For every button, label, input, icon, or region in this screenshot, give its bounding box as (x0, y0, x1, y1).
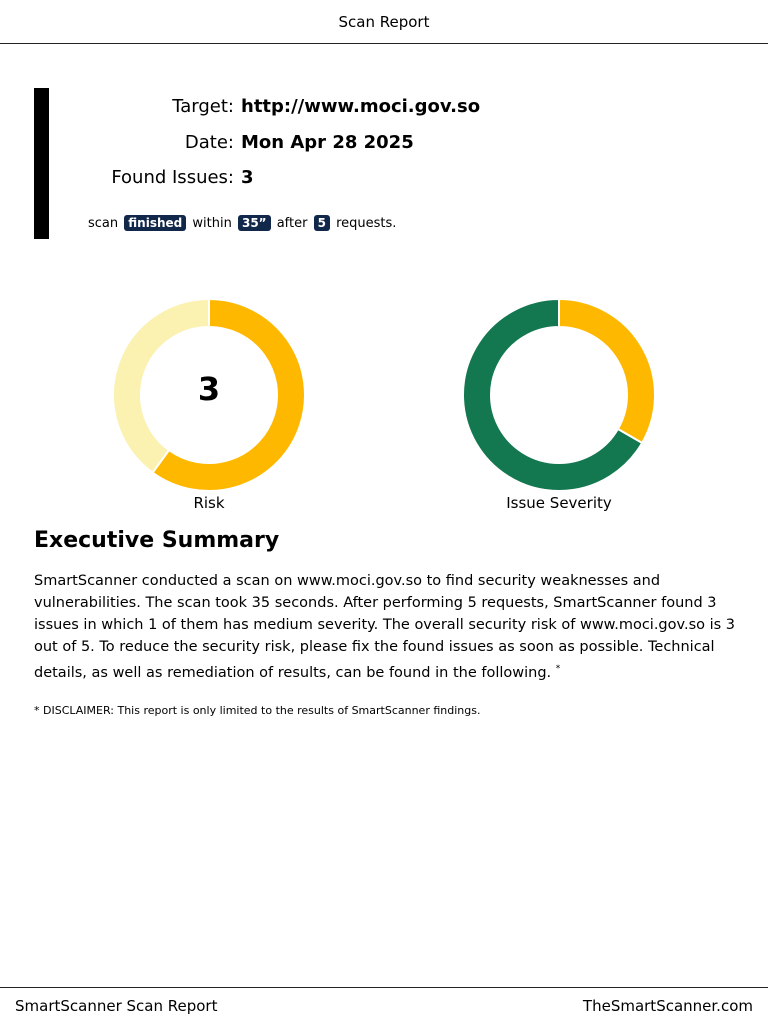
header-title: Scan Report (338, 13, 430, 31)
risk-chart (109, 295, 309, 495)
severity-chart-label: Issue Severity (506, 494, 612, 512)
scan-suffix: requests. (336, 216, 397, 231)
scan-prefix: scan (88, 216, 119, 231)
summary-text (34, 570, 739, 684)
date-label: Date: (184, 132, 234, 153)
scan-after: after (276, 216, 308, 231)
issues-value: 3 (241, 167, 254, 188)
severity-slice-0 (559, 299, 655, 443)
severity-chart (459, 295, 659, 495)
disclaimer: * DISCLAIMER: This report is only limited to the results of SmartScanner findings. (34, 704, 481, 717)
requests-badge: 5 (314, 215, 330, 231)
accent-bar (34, 88, 49, 239)
footnote-mark: * (555, 664, 561, 674)
status-badge: finished (124, 215, 186, 231)
risk-chart-label: Risk (193, 494, 225, 512)
date-value: Mon Apr 28 2025 (241, 132, 414, 153)
target-row (60, 92, 740, 122)
summary-title: Executive Summary (34, 528, 280, 553)
risk-center-number: 3 (197, 370, 221, 408)
scan-status-line (88, 213, 396, 235)
scan-within: within (192, 216, 232, 231)
summary-body: SmartScanner conducted a scan on www.moci.gov.so to find security weaknesses and vulnerabilities. The scan took 35 seconds. After performing 5 requests, SmartScanner found 3 issues in which 1 of them has medium severity. The overall security risk of www.moci.gov.so is 3 out of 5. To reduce the security risk, please fix the found issues as soon as possible. Technical details, as well as remediation of results, can be found in the following. (34, 573, 736, 681)
target-value: http://www.moci.gov.so (241, 96, 481, 117)
report-header (0, 0, 768, 44)
duration-badge: 35” (238, 215, 271, 231)
footer-right: TheSmartScanner.com (582, 997, 753, 1015)
date-row (60, 128, 740, 158)
issues-label: Found Issues: (111, 167, 234, 188)
report-footer (0, 987, 768, 1024)
severity-donut (459, 295, 659, 495)
target-label: Target: (172, 96, 234, 117)
issues-row (60, 163, 740, 193)
footer-left: SmartScanner Scan Report (15, 997, 218, 1015)
